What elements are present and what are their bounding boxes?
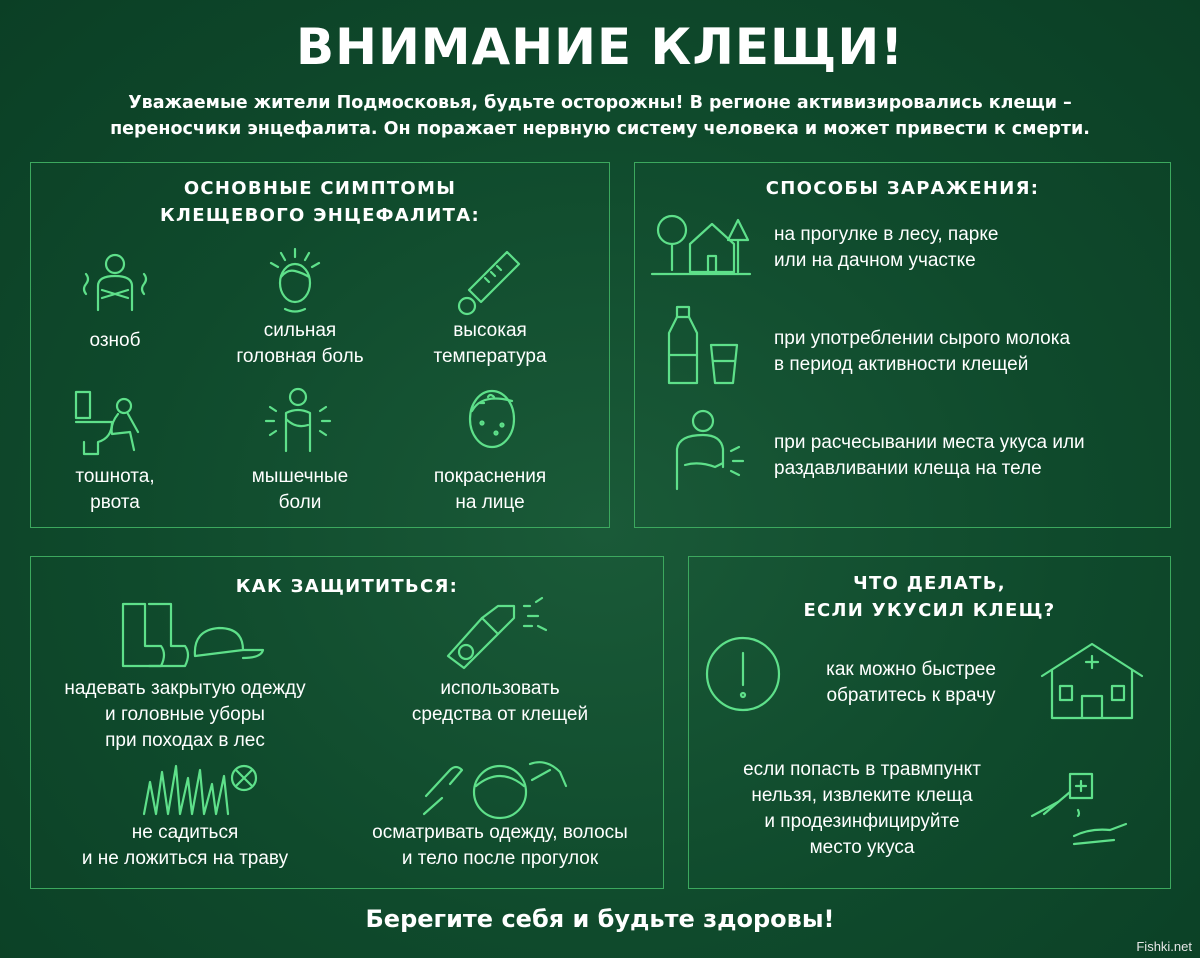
- symptom-headache: сильная головная боль: [236, 320, 364, 367]
- infection-milk-text: при употреблении сырого молока в период активности клещей: [774, 328, 1071, 375]
- page-title: ВНИМАНИЕ КЛЕЩИ!: [296, 18, 904, 76]
- footer-text: Берегите себя и будьте здоровы!: [365, 905, 835, 933]
- symptom-nausea: тошнота, рвота: [75, 466, 155, 513]
- symptom-fever: высокая температура: [433, 320, 547, 367]
- spray-icon: [442, 598, 554, 672]
- disinfect-icon: [1030, 770, 1130, 846]
- infection-forest-text: на прогулке в лесу, парке или на дачном участке: [774, 224, 999, 271]
- headache-icon: [265, 247, 325, 315]
- intro-text: Уважаемые жители Подмосковья, будьте осторожны! В регионе активизировались клещи – переносчики энцефалита. Он поражает нервную систему человека и может привести к смерти.: [110, 93, 1090, 139]
- hospital-icon: [1040, 640, 1144, 720]
- milk-bottle-icon: [665, 305, 745, 387]
- watermark: Fishki.net: [1136, 939, 1192, 954]
- protection-repellent: использовать средства от клещей: [411, 678, 589, 725]
- nausea-icon: [72, 388, 154, 458]
- symptom-face-redness: покраснения на лице: [433, 466, 547, 513]
- thermometer-icon: [455, 248, 525, 318]
- forest-house-icon: [650, 210, 752, 280]
- warning-icon: [704, 635, 782, 713]
- face-redness-icon: [462, 383, 522, 455]
- grass-no-icon: [140, 762, 260, 818]
- protection-heading: КАК ЗАЩИТИТЬСЯ:: [235, 576, 459, 597]
- symptoms-heading: ОСНОВНЫЕ СИМПТОМЫ КЛЕЩЕВОГО ЭНЦЕФАЛИТА:: [160, 178, 480, 226]
- muscle-pain-icon: [262, 385, 334, 455]
- bite-heading: ЧТО ДЕЛАТЬ, ЕСЛИ УКУСИЛ КЛЕЩ?: [803, 573, 1056, 621]
- infection-heading: СПОСОБЫ ЗАРАЖЕНИЯ:: [765, 178, 1040, 199]
- chills-icon: [80, 250, 150, 318]
- protection-inspect: осматривать одежду, волосы и тело после прогулок: [372, 822, 628, 869]
- scratching-icon: [665, 405, 745, 491]
- bite-doctor-text: как можно быстрее обратитесь к врачу: [826, 659, 996, 706]
- symptom-muscle-pain: мышечные боли: [251, 466, 349, 513]
- inspect-head-icon: [420, 740, 570, 818]
- symptom-chills: озноб: [89, 330, 141, 351]
- bite-remove-text: если попасть в травмпункт нельзя, извлеките клеща и продезинфицируйте место укуса: [743, 759, 981, 858]
- infection-scratching-text: при расчесывании места укуса или раздавливании клеща на теле: [774, 432, 1085, 479]
- boots-cap-icon: [115, 600, 265, 672]
- protection-grass: не садиться и не ложиться на траву: [81, 822, 289, 869]
- protection-clothes: надевать закрытую одежду и головные уборы при походах в лес: [64, 678, 306, 751]
